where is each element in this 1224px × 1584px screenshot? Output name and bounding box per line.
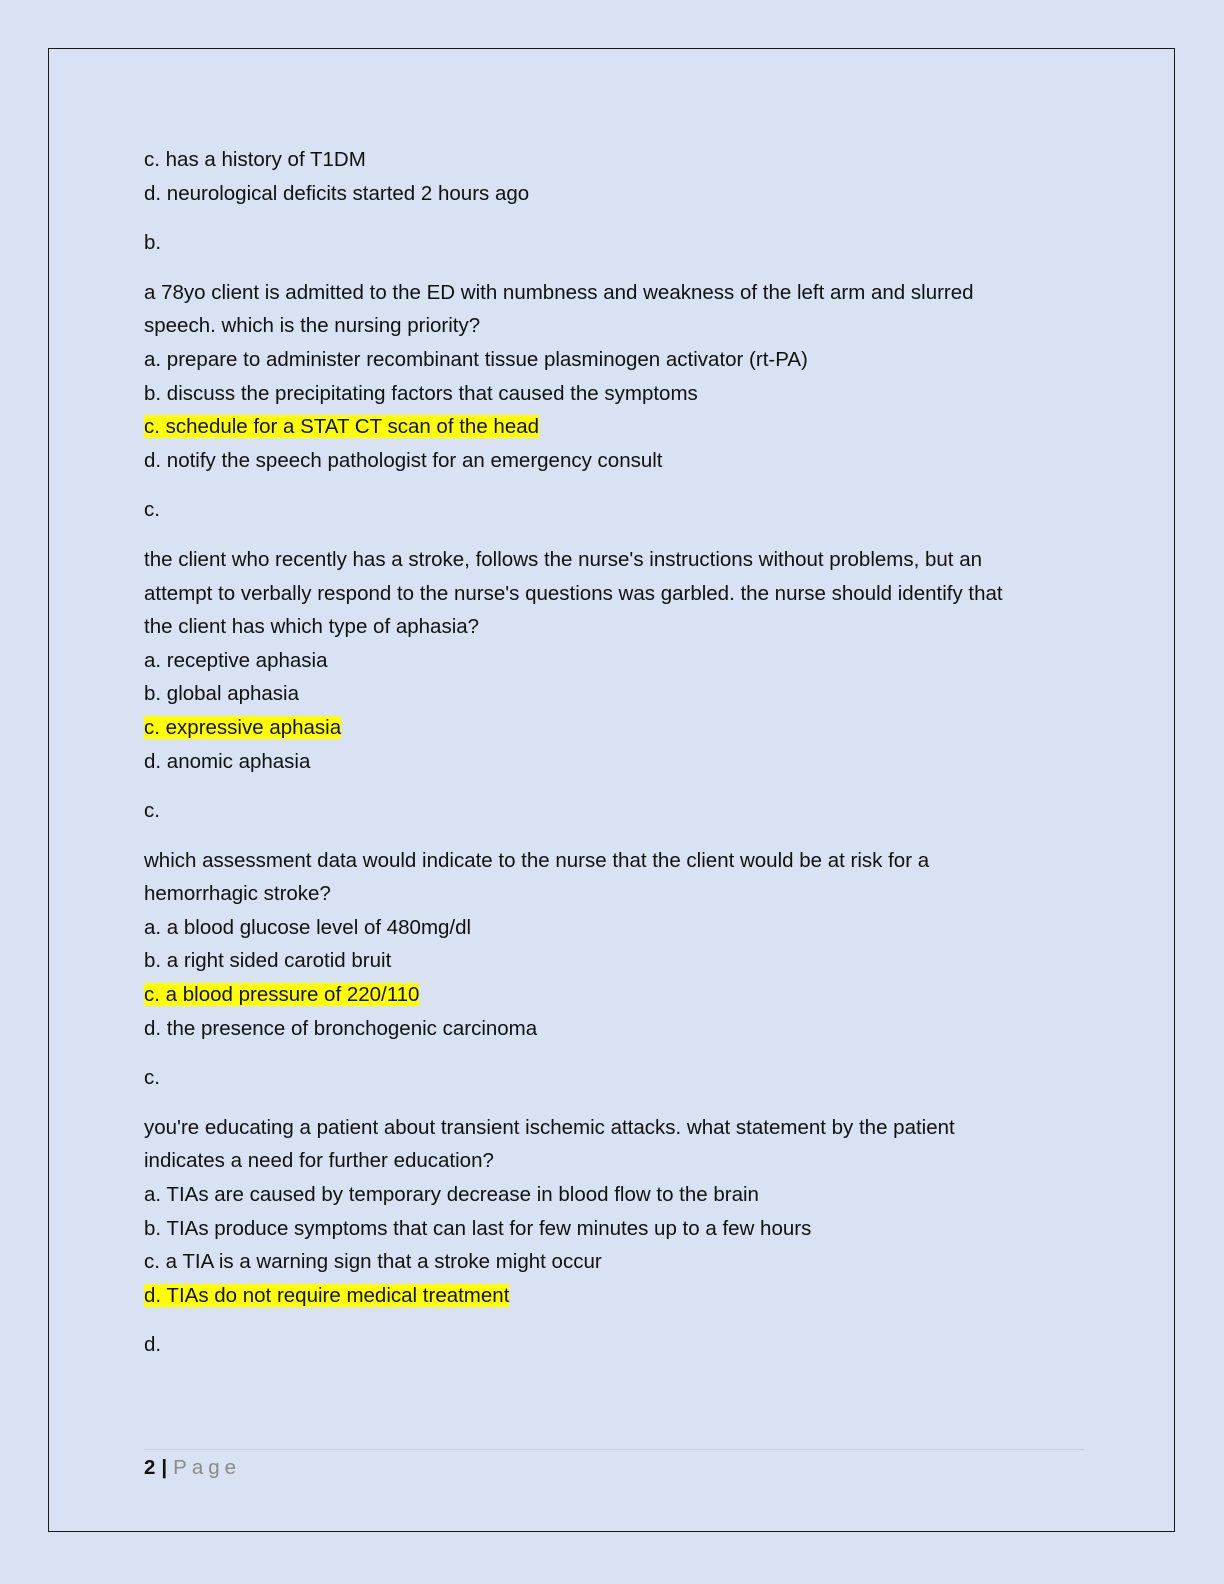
line-text: c. a blood pressure of 220/110: [144, 983, 420, 1007]
paragraph-gap: [144, 260, 1084, 276]
text-line: [144, 543, 1084, 577]
line-text: c. schedule for a STAT CT scan of the head: [144, 415, 540, 439]
paragraph-gap: [144, 1095, 1084, 1111]
highlighted-answer-line: [144, 978, 1084, 1012]
text-line: [144, 1178, 1084, 1212]
line-text: attempt to verbally respond to the nurse's questions was garbled. the nurse should identify that: [144, 581, 1003, 605]
paragraph-gap: [144, 210, 1084, 226]
text-line: [144, 1012, 1084, 1046]
page-number: 2: [144, 1456, 156, 1479]
text-line: [144, 844, 1084, 878]
text-line: [144, 143, 1084, 177]
line-text: d. anomic aphasia: [144, 749, 311, 773]
text-line: [144, 226, 1084, 260]
highlighted-answer-line: [144, 711, 1084, 745]
line-text: b.: [144, 231, 162, 255]
highlighted-answer-line: [144, 1279, 1084, 1313]
line-text: hemorrhagic stroke?: [144, 882, 331, 906]
text-line: [144, 1245, 1084, 1279]
page-footer: [144, 1454, 241, 1482]
line-text: a 78yo client is admitted to the ED with numbness and weakness of the left arm and slurred: [144, 280, 974, 304]
text-line: [144, 377, 1084, 411]
paragraph-gap: [144, 527, 1084, 543]
line-text: c. expressive aphasia: [144, 715, 342, 739]
line-text: b. discuss the precipitating factors that caused the symptoms: [144, 381, 698, 405]
line-text: b. a right sided carotid bruit: [144, 949, 392, 973]
paragraph-gap: [144, 477, 1084, 493]
paragraph-gap: [144, 778, 1084, 794]
text-line: [144, 944, 1084, 978]
text-line: [144, 309, 1084, 343]
line-text: a. a blood glucose level of 480mg/dl: [144, 915, 472, 939]
document-body: [144, 143, 1084, 1362]
page-label: Page: [173, 1456, 242, 1479]
text-line: [144, 177, 1084, 211]
line-text: c.: [144, 799, 160, 823]
text-line: [144, 577, 1084, 611]
text-line: [144, 276, 1084, 310]
text-line: [144, 1144, 1084, 1178]
line-text: b. TIAs produce symptoms that can last for few minutes up to a few hours: [144, 1216, 812, 1240]
line-text: d. neurological deficits started 2 hours ago: [144, 181, 530, 205]
text-line: [144, 610, 1084, 644]
line-text: c.: [144, 1066, 160, 1090]
line-text: which assessment data would indicate to the nurse that the client would be at risk for a: [144, 848, 930, 872]
text-line: [144, 444, 1084, 478]
line-text: a. prepare to administer recombinant tissue plasminogen activator (rt-PA): [144, 347, 808, 371]
footer-separator: |: [161, 1456, 168, 1479]
line-text: you're educating a patient about transient ischemic attacks. what statement by the patient: [144, 1115, 955, 1139]
text-line: [144, 677, 1084, 711]
line-text: d. TIAs do not require medical treatment: [144, 1283, 510, 1307]
line-text: c. has a history of T1DM: [144, 148, 366, 171]
line-text: d. notify the speech pathologist for an emergency consult: [144, 448, 663, 472]
text-line: [144, 911, 1084, 945]
text-line: [144, 493, 1084, 527]
line-text: the client has which type of aphasia?: [144, 615, 480, 639]
text-line: [144, 644, 1084, 678]
paragraph-gap: [144, 828, 1084, 844]
line-text: the client who recently has a stroke, follows the nurse's instructions without problems, but an: [144, 547, 982, 571]
paragraph-gap: [144, 1045, 1084, 1061]
text-line: [144, 877, 1084, 911]
highlighted-answer-line: [144, 410, 1084, 444]
line-text: a. TIAs are caused by temporary decrease in blood flow to the brain: [144, 1183, 759, 1207]
line-text: speech. which is the nursing priority?: [144, 314, 481, 338]
line-text: d. the presence of bronchogenic carcinoma: [144, 1016, 538, 1040]
text-line: [144, 794, 1084, 828]
text-line: [144, 343, 1084, 377]
line-text: a. receptive aphasia: [144, 648, 328, 672]
text-line: [144, 1061, 1084, 1095]
line-text: b. global aphasia: [144, 682, 300, 706]
text-line: [144, 745, 1084, 779]
paragraph-gap: [144, 1312, 1084, 1328]
text-line: [144, 1328, 1084, 1362]
line-text: indicates a need for further education?: [144, 1149, 494, 1173]
text-line: [144, 1111, 1084, 1145]
footer-divider: [144, 1449, 1084, 1450]
line-text: d.: [144, 1333, 162, 1357]
line-text: c.: [144, 498, 160, 522]
text-line: [144, 1212, 1084, 1246]
line-text: c. a TIA is a warning sign that a stroke might occur: [144, 1250, 602, 1274]
